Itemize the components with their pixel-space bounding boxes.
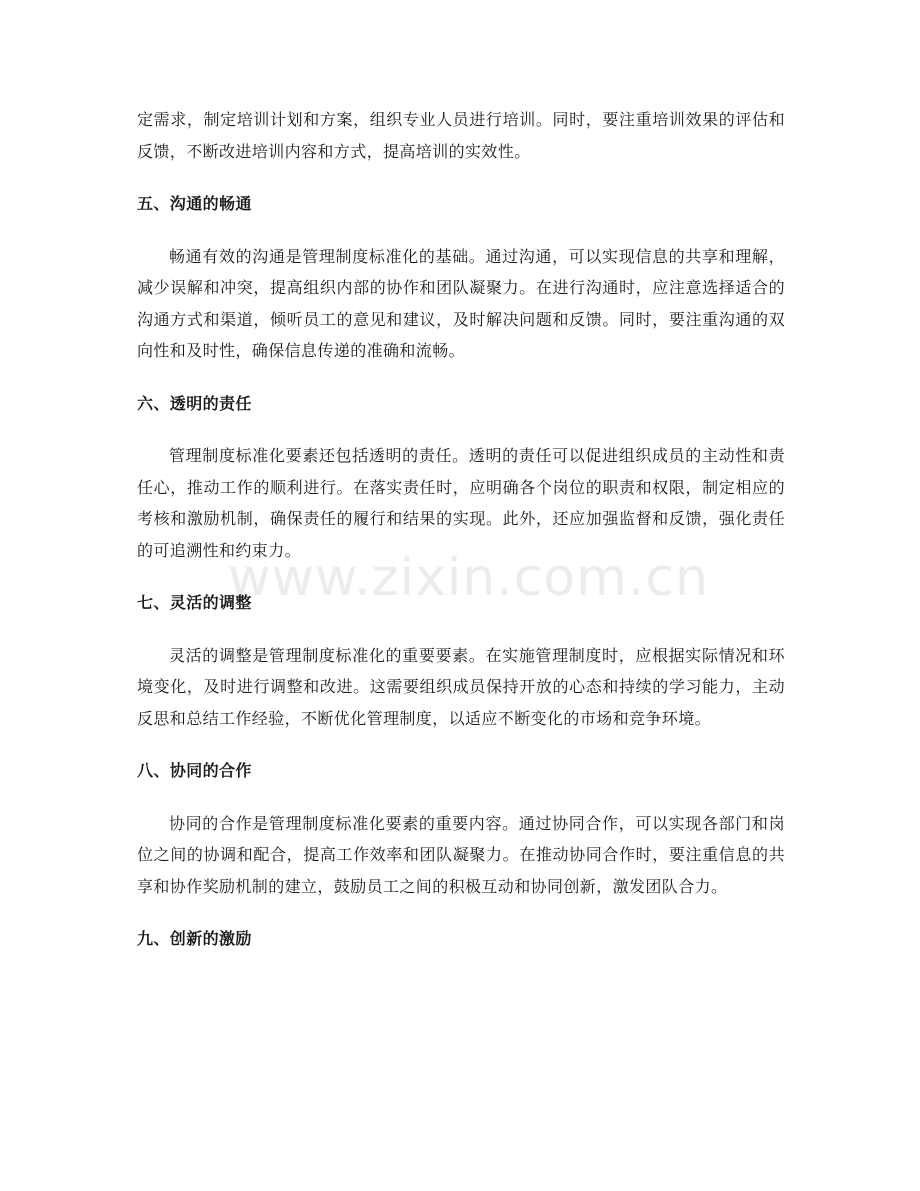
paragraph-adjustment: 灵活的调整是管理制度标准化的重要要素。在实施管理制度时，应根据实际情况和环境变化，及时进行调整和改进。这需要组织成员保持开放的心态和持续的学习能力，主动反思和总结工作经验，不断优化管理制度，以适应不断变化的市场和竞争环境。 bbox=[137, 645, 785, 728]
heading-innovation: 九、创新的激励 bbox=[137, 929, 252, 948]
document-body bbox=[137, 104, 785, 955]
heading-responsibility: 六、透明的责任 bbox=[137, 393, 252, 413]
heading-adjustment: 七、灵活的调整 bbox=[137, 593, 252, 612]
heading-communication: 五、沟通的畅通 bbox=[137, 194, 252, 213]
paragraph-training-continued: 定需求，制定培训计划和方案，组织专业人员进行培训。同时，要注重培训效果的评估和反馈，不断改进培训内容和方式，提高培训的实效性。 bbox=[137, 110, 785, 161]
paragraph-responsibility: 管理制度标准化要素还包括透明的责任。透明的责任可以促进组织成员的主动性和责任心，推动工作的顺利进行。在落实责任时，应明确各个岗位的职责和权限，制定相应的考核和激励机制，确保责任的履行和结果的实现。此外，还应加强监督和反馈，强化责任的可追溯性和约束力。 bbox=[137, 446, 785, 560]
watermark: www.zixin.com.cn bbox=[228, 548, 709, 608]
paragraph-communication: 畅通有效的沟通是管理制度标准化的基础。通过沟通，可以实现信息的共享和理解，减少误解和冲突，提高组织内部的协作和团队凝聚力。在进行沟通时，应注意选择适合的沟通方式和渠道，倾听员工的意见和建议，及时解决问题和反馈。同时，要注重沟通的双向性和及时性，确保信息传递的准确和流畅。 bbox=[137, 246, 785, 360]
paragraph-cooperation: 协同的合作是管理制度标准化要素的重要内容。通过协同合作，可以实现各部门和岗位之间的协调和配合，提高工作效率和团队凝聚力。在推动协同合作时，要注重信息的共享和协作奖励机制的建立，鼓励员工之间的积极互动和协同创新，激发团队合力。 bbox=[137, 813, 785, 896]
heading-cooperation: 八、协同的合作 bbox=[137, 761, 252, 780]
